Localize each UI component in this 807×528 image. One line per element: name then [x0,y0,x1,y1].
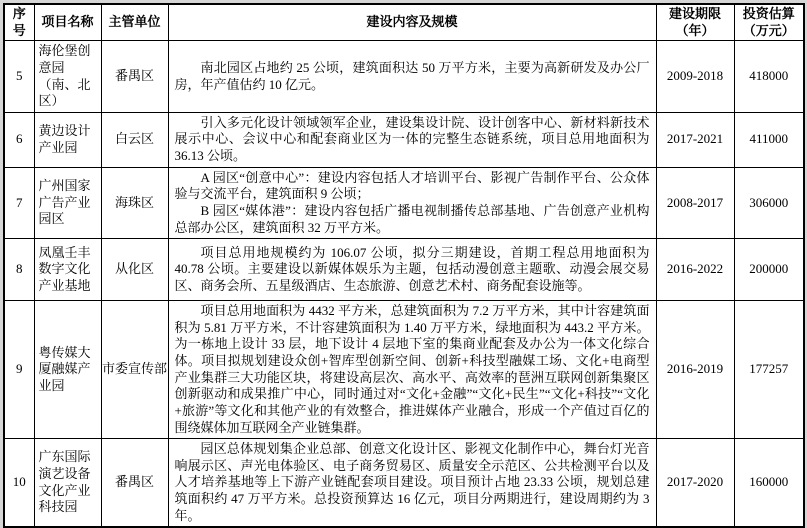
header-agency-label: 主管单位 [108,14,161,30]
header-agency [101,4,168,41]
header-investment [734,4,804,41]
table-row [4,167,804,239]
project-name-cell: 广东国际演艺设备文化产业科技园 [34,439,101,528]
content-cell [168,301,656,439]
table-row [4,112,804,167]
agency-cell: 番禺区 [101,41,168,113]
seq-cell: 5 [4,41,34,113]
content-paragraph: B 园区“媒体港”：建设内容包括广播电视制播传总部基地、广告创意产业机构总部办公区，建筑面积 32 万平方米。 [174,202,650,235]
content-cell [168,41,656,113]
seq-cell: 7 [4,167,34,239]
content-paragraph: 南北园区占地约 25 公顷，建筑面积达 50 万平方米，主要为高新研发及办公厂房，年产值估约 10 亿元。 [174,59,650,92]
agency-cell: 海珠区 [101,167,168,239]
header-period-label: 建设期限（年） [668,6,721,38]
project-name-cell: 凤凰壬丰数字文化产业基地 [34,239,101,301]
period-cell: 2008-2017 [656,167,734,239]
header-project-name-label: 项目名称 [41,14,94,30]
header-seq [4,4,34,41]
table-row [4,301,804,439]
project-name-cell: 广州国家广告产业园区 [34,167,101,239]
investment-cell: 306000 [734,167,804,239]
table-row [4,439,804,528]
content-paragraph: 项目总用地面积为 4432 平方米，总建筑面积为 7.2 万平方米，其中计容建筑面积为 5.81 万平方米，不计容建筑面积为 1.40 万平方米，绿地面积为 443.2 平方米。为一栋地上设计 33 层，地下设计 4 层地下室的集商业配套及办公为一体文化综合体。项目拟规划建设众创+智库型创新空间、创新+科技型融媒工场、文化+电商型产业集群三大功能区块，将建设高层次、高水平、高效率的琶洲互联网创新集聚区创新驱动和成果推广中心，同时通过对“文化+金融”“文化+民生”“文化+科技”“文化+旅游”等文化和其他产业的有效整合，推进媒体产业融合，形成一个产值过百亿的围绕媒体加互联网全产业链集群。 [174,303,650,435]
project-name-cell: 粤传媒大厦融媒产业园 [34,301,101,439]
project-name-cell: 海伦堡创意园（南、北区） [34,41,101,113]
agency-cell: 市委宣传部 [101,301,168,439]
seq-cell: 8 [4,239,34,301]
content-paragraph: 项目总用地规模约为 106.07 公顷，拟分三期建设，首期工程总用地面积为 40.78 公顷。主要建设以新媒体娱乐为主题，包括动漫创意主题歌、动漫会展交易区、商务会所、五星级酒店、生态旅游、创意艺术村、商务配套设施等。 [174,244,650,293]
period-cell: 2017-2020 [656,439,734,528]
period-cell: 2017-2021 [656,112,734,167]
content-cell [168,239,656,301]
investment-cell: 200000 [734,239,804,301]
content-paragraph: 引入多元化设计领域领军企业，建设集设计院、设计创客中心、新材料新技术展示中心、会议中心和配套商业区为一体的完整生态链系统，项目总用地面积为 36.13 公顷。 [174,114,650,163]
content-cell [168,167,656,239]
investment-cell: 177257 [734,301,804,439]
content-cell [168,439,656,528]
agency-cell: 从化区 [101,239,168,301]
seq-cell: 6 [4,112,34,167]
content-cell [168,112,656,167]
header-investment-label: 投资估算（万元） [742,6,795,38]
investment-cell: 160000 [734,439,804,528]
agency-cell: 番禺区 [101,439,168,528]
seq-cell: 10 [4,439,34,528]
period-cell: 2009-2018 [656,41,734,113]
table-row [4,239,804,301]
investment-cell: 418000 [734,41,804,113]
table-row [4,41,804,113]
header-period [656,4,734,41]
header-project-name [34,4,101,41]
header-content-label: 建设内容及规模 [366,14,458,30]
project-name-cell: 黄边设计产业园 [34,112,101,167]
content-paragraph: 园区总体规划集企业总部、创意文化设计区、影视文化制作中心，舞台灯光音响展示区、声光电体验区、电子商务贸易区、质量安全示范区、公共检测平台以及人才培养基地等上下游产业链配套项目建设。项目预计占地 23.33 公顷，规划总建筑面积约 47 万平方米。总投资预算达 16 亿元，项目分两期进行，建设周期约为 3 年。 [174,441,650,523]
period-cell: 2016-2019 [656,301,734,439]
projects-table [3,3,805,528]
table-header-row [4,4,804,41]
header-content [168,4,656,41]
agency-cell: 白云区 [101,112,168,167]
period-cell: 2016-2022 [656,239,734,301]
investment-cell: 411000 [734,112,804,167]
document-sheet [3,3,803,523]
header-seq-label: 序号 [12,6,26,38]
seq-cell: 9 [4,301,34,439]
content-paragraph: A 园区“创意中心”：建设内容包括人才培训平台、影视广告制作平台、公众体验与交流平台，建筑面积 9 公顷； [174,169,650,202]
